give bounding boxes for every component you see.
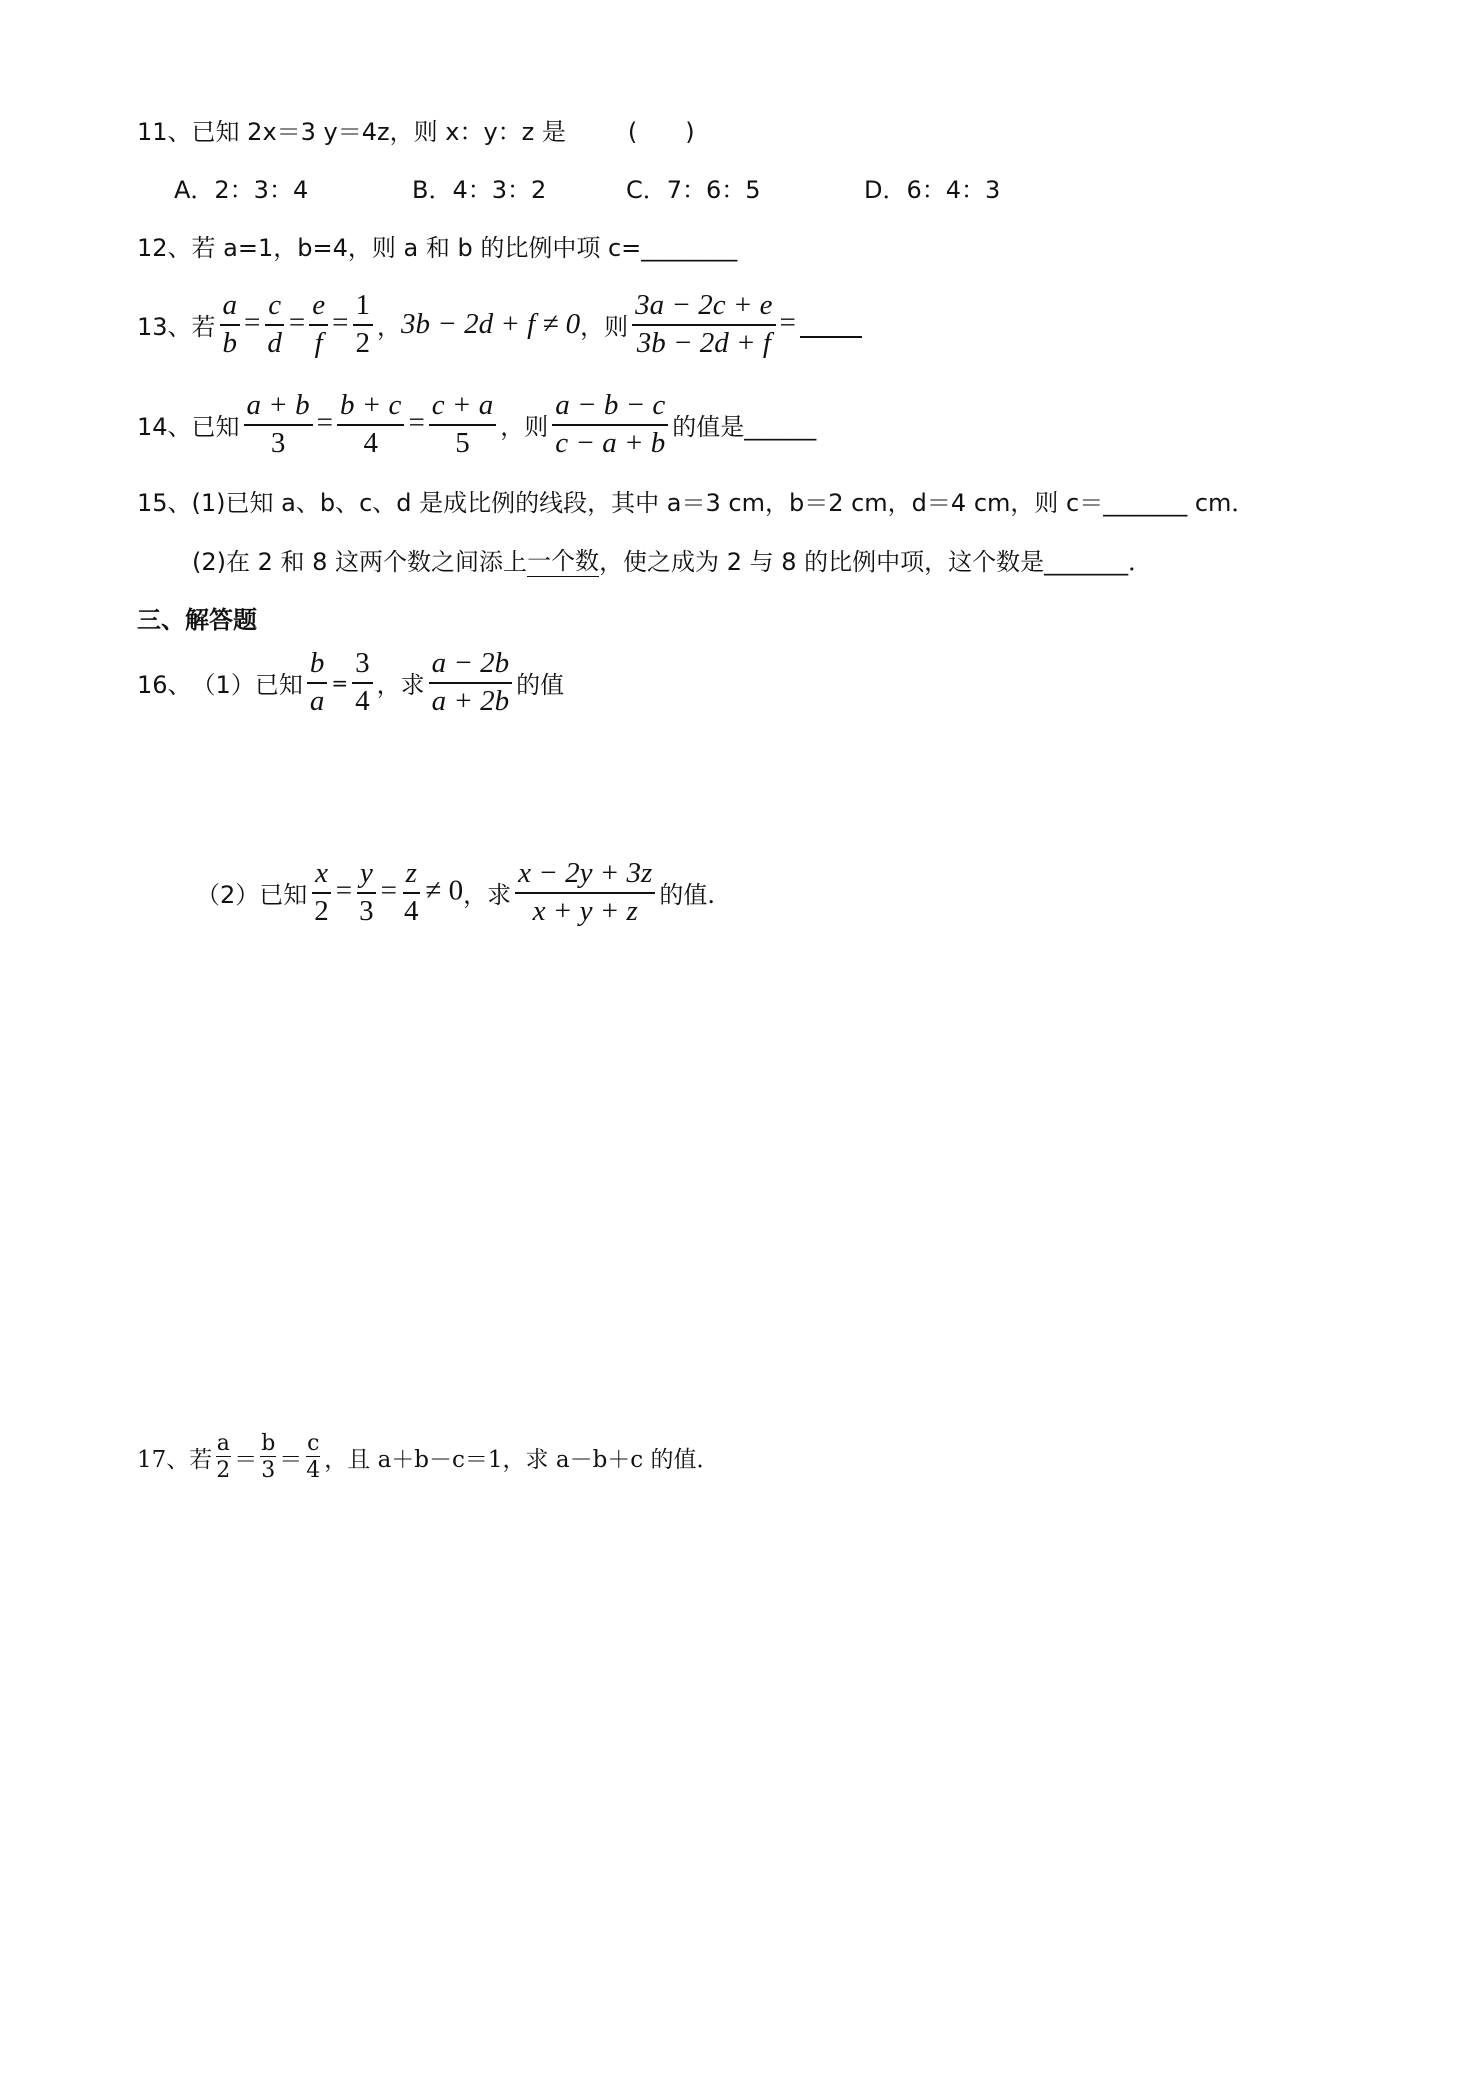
question-17: 17、 若 $\frac{a}{2}$ ＝ $\frac{b}{3}$ ＝ $\frac{c}{4}$ ，且 a＋b－c＝1，求 a－b＋c 的值． bbox=[137, 1431, 720, 1484]
fraction: $\frac{x}{2}$ bbox=[311, 858, 332, 928]
fraction: $\frac{b + c}{4}$ bbox=[337, 390, 404, 460]
section-title: 三、解答题 bbox=[137, 606, 257, 634]
fraction: $\frac{c + a}{5}$ bbox=[429, 390, 496, 460]
question-text: (2)在 2 和 8 这两个数之间添上 bbox=[192, 547, 528, 576]
yizhi-label: 已知 bbox=[191, 413, 240, 442]
fraction: $\frac{c}{4}$ bbox=[306, 1431, 321, 1484]
question-number: 15、 bbox=[137, 489, 192, 517]
question-number: 14、 bbox=[137, 413, 192, 442]
question-text: （2）已知 bbox=[196, 881, 308, 910]
fraction: $\frac{a - 2b}{a + 2b}$ bbox=[429, 648, 513, 718]
fraction: $\frac{y}{3}$ bbox=[356, 858, 377, 928]
fraction: $\frac{b}{3}$ bbox=[261, 1431, 276, 1484]
question-text: （1）已知 bbox=[191, 671, 303, 700]
fraction: $\frac{a}{2}$ bbox=[216, 1431, 231, 1484]
ze-label: 则 bbox=[524, 413, 549, 442]
question-11-options bbox=[174, 170, 1000, 205]
question-text: ，使之成为 2 与 8 的比例中项，这个数是_______． bbox=[599, 547, 1153, 576]
question-text: ，求 bbox=[376, 671, 425, 700]
fraction: $\frac{c}{d}$ bbox=[264, 290, 285, 360]
question-11 bbox=[137, 112, 695, 147]
question-text: ，且 a＋b－c＝1，求 a－b＋c 的值． bbox=[324, 1447, 720, 1474]
question-text: 已知 2x＝3 y＝4z，则 x：y：z 是 bbox=[191, 118, 566, 146]
fraction: $\frac{a - b - c}{c - a + b}$ bbox=[552, 390, 668, 460]
condition: 3b − 2d + f ≠ 0 bbox=[401, 308, 581, 341]
question-text: 若 a=1，b=4，则 a 和 b 的比例中项 c=________ bbox=[191, 234, 738, 262]
question-text: 的值 bbox=[516, 671, 565, 700]
fraction: $\frac{x - 2y + 3z}{x + y + z}$ bbox=[515, 858, 655, 928]
question-number: 17、 bbox=[137, 1447, 190, 1474]
question-16-part-2: （2）已知 $\frac{x}{2}$ = $\frac{y}{3}$ = $\frac{z}{4}$ ≠ 0 ，求 $\frac{x - 2y + 3z}{x + y + z}$ 的值. bbox=[196, 857, 715, 927]
fraction: $\frac{3}{4}$ bbox=[352, 648, 373, 718]
question-text: ，求 bbox=[463, 881, 512, 910]
question-number: 11、 bbox=[137, 118, 192, 146]
question-number: 12、 bbox=[137, 234, 192, 262]
option-d: D．6：4：3 bbox=[864, 176, 1001, 204]
question-14: 14、 已知 $\frac{a + b}{3}$ = $\frac{b + c}{4}$ = $\frac{c + a}{5}$ ， 则 $\frac{a - b - c}{c - a + b}$ 的值是______ bbox=[137, 389, 817, 459]
fraction: $\frac{a + b}{3}$ bbox=[244, 390, 313, 460]
question-tail: 的值是______ bbox=[672, 413, 817, 442]
fraction: $\frac{e}{f}$ bbox=[309, 290, 328, 360]
question-text: 的值. bbox=[659, 881, 715, 910]
ruo-label: 若 bbox=[189, 1447, 213, 1474]
underlined-text: 一个数 bbox=[527, 541, 599, 577]
answer-paren: ( ) bbox=[627, 118, 695, 146]
question-number: 16、 bbox=[137, 671, 192, 700]
question-16-part-1: 16、 （1）已知 $\frac{b}{a}$ = $\frac{3}{4}$ ，求 $\frac{a - 2b}{a + 2b}$ 的值 bbox=[137, 647, 565, 717]
question-15-part-2 bbox=[192, 541, 1152, 577]
fraction: $\frac{3a - 2c + e}{3b - 2d + f}$ bbox=[632, 290, 775, 360]
ruo-label: 若 bbox=[191, 313, 216, 342]
question-13: 13、 若 $\frac{a}{b}$ = $\frac{c}{d}$ = $\frac{e}{f}$ = $\frac{1}{2}$ ， 3b − 2d + f ≠ 0 ， 则 $\frac{3a - 2c + e}{3b - 2d + f}$ = bbox=[137, 290, 862, 360]
ze-label: 则 bbox=[604, 313, 629, 342]
question-12 bbox=[137, 228, 737, 263]
fraction: $\frac{1}{2}$ bbox=[353, 290, 374, 360]
option-b: B．4：3：2 bbox=[412, 176, 547, 204]
question-number: 13、 bbox=[137, 313, 192, 342]
fraction: $\frac{a}{b}$ bbox=[220, 290, 241, 360]
option-c: C．7：6：5 bbox=[626, 176, 761, 204]
fraction: $\frac{z}{4}$ bbox=[404, 857, 419, 927]
option-a: A．2：3：4 bbox=[174, 176, 309, 204]
fraction: $\frac{b}{a}$ bbox=[307, 648, 328, 718]
answer-blank bbox=[800, 312, 862, 338]
question-text: (1)已知 a、b、c、d 是成比例的线段，其中 a＝3 cm，b＝2 cm，d＝4 cm，则 c＝_______ cm． bbox=[191, 489, 1256, 517]
question-15-part-1 bbox=[137, 483, 1255, 518]
